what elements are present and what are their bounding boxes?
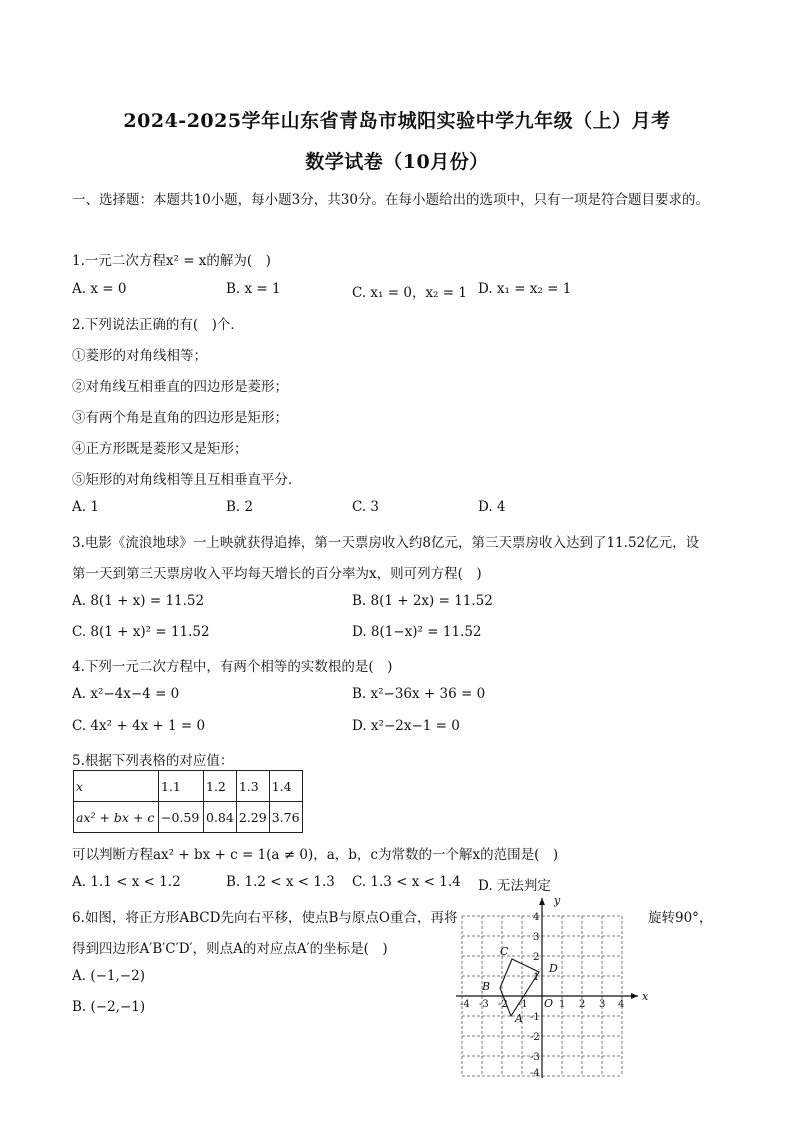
q2-stem: 2.下列说法正确的有( )个． (72, 317, 244, 333)
origin-label: O (544, 997, 554, 1010)
q2-statement-5: ⑤矩形的对角线相等且互相垂直平分． (72, 472, 302, 488)
x-tick-label: -4 (460, 999, 470, 1010)
q1-stem: 1.一元二次方程x² = x的解为( ) (72, 253, 271, 269)
x-tick-label: 4 (618, 999, 625, 1010)
exam-title-line2: 数学试卷（10月份） (305, 151, 489, 173)
q4-stem: 4.下列一元二次方程中，有两个相等的实数根的是( ) (72, 659, 393, 675)
point-c-label: C (500, 945, 509, 958)
table-cell: 1.1 (159, 771, 204, 802)
q2-statement-2: ②对角线互相垂直的四边形是菱形； (72, 379, 288, 395)
q2-option-a: A. 1 (72, 499, 99, 515)
q2-option-d: D. 4 (478, 499, 506, 515)
q5-option-b: B. 1.2 < x < 1.3 (226, 874, 335, 890)
table-cell: 0.84 (204, 802, 237, 833)
q3-stem-line2: 第一天到第三天票房收入平均每天增长的百分率为x，则可列方程( ) (72, 566, 482, 582)
q5-option-a: A. 1.1 < x < 1.2 (72, 874, 181, 890)
x-axis-label: x (642, 990, 649, 1003)
y-tick-label: -3 (530, 1052, 540, 1063)
coordinate-figure (452, 892, 652, 1078)
table-cell: 2.29 (236, 802, 269, 833)
y-tick-label: -4 (530, 1068, 540, 1078)
table-cell: 3.76 (269, 802, 302, 833)
table-cell: 1.3 (236, 771, 269, 802)
q6-option-a: A. (−1,−2) (72, 968, 145, 984)
q3-option-a: A. 8(1 + x) = 11.52 (72, 593, 205, 609)
q4-option-b: B. x²−36x + 36 = 0 (352, 686, 486, 702)
y-axis-arrow-icon (539, 898, 545, 905)
q2-option-b: B. 2 (226, 499, 254, 515)
q3-option-c: C. 8(1 + x)² = 11.52 (72, 624, 210, 640)
y-tick-label: 1 (533, 972, 540, 983)
x-tick-label: -2 (498, 999, 508, 1010)
q5-question: 可以判断方程ax² + bx + c = 1(a ≠ 0)，a，b，c为常数的一个解x的范围是( ) (72, 847, 559, 863)
point-d-label: D (549, 962, 558, 975)
table-cell: 1.4 (269, 771, 302, 802)
table-row (74, 802, 303, 833)
table-row (74, 771, 303, 802)
table-cell: x (74, 771, 159, 802)
q1-option-c: C. x₁ = 0，x₂ = 1 (352, 285, 467, 301)
q3-option-b: B. 8(1 + 2x) = 11.52 (352, 593, 493, 609)
section-header: 一、选择题：本题共10小题，每小题3分，共30分。在每小题给出的选项中，只有一项是符合题目要求的。 (72, 192, 709, 208)
y-tick-label: 2 (533, 952, 540, 963)
q2-statement-3: ③有两个角是直角的四边形是矩形； (72, 410, 288, 426)
table-cell: 1.2 (204, 771, 237, 802)
q5-option-c: C. 1.3 < x < 1.4 (352, 874, 461, 890)
x-tick-label: 3 (599, 999, 606, 1010)
q1-option-d: D. x₁ = x₂ = 1 (478, 281, 572, 297)
q4-option-d: D. x²−2x−1 = 0 (352, 718, 460, 734)
q6-stem-line2: 得到四边形A′B′C′D′，则点A的对应点A′的坐标是( ) (72, 941, 388, 957)
x-tick-label: 1 (559, 999, 566, 1010)
q5-stem: 5.根据下列表格的对应值： (72, 753, 234, 769)
q2-statement-4: ④正方形既是菱形又是矩形； (72, 441, 248, 457)
x-tick-label: -3 (479, 999, 489, 1010)
y-tick-label: 4 (533, 912, 540, 923)
q4-option-a: A. x²−4x−4 = 0 (72, 686, 180, 702)
x-tick-label: 2 (579, 999, 586, 1010)
q6-option-b: B. (−2,−1) (72, 999, 146, 1015)
y-axis-label: y (554, 894, 561, 907)
q6-stem-line1-left: 6.如图，将正方形ABCD先向右平移，使点B与原点O重合，再将 (72, 910, 458, 926)
point-b-label: B (482, 980, 491, 993)
q3-option-d: D. 8(1−x)² = 11.52 (352, 624, 482, 640)
x-axis-arrow-icon (631, 993, 638, 999)
table-cell: −0.59 (159, 802, 204, 833)
q6-stem-line1-right: 旋转90°， (648, 910, 713, 926)
exam-title-line1: 2024-2025学年山东省青岛市城阳实验中学九年级（上）月考 (123, 110, 671, 132)
q4-option-c: C. 4x² + 4x + 1 = 0 (72, 718, 206, 734)
y-tick-label: -2 (530, 1032, 540, 1043)
x-tick-label: -1 (518, 999, 528, 1010)
q3-stem-line1: 3.电影《流浪地球》一上映就获得追捧，第一天票房收入约8亿元，第三天票房收入达到了11.52亿元，设 (72, 535, 700, 551)
point-a-label: A (515, 1012, 523, 1025)
q1-option-b: B. x = 1 (226, 281, 281, 297)
q5-option-d: D. 无法判定 (478, 878, 551, 894)
q5-value-table (73, 770, 303, 833)
q2-statement-1: ①菱形的对角线相等； (72, 348, 207, 364)
y-tick-label: 3 (533, 932, 540, 943)
table-cell: ax² + bx + c (74, 802, 159, 833)
y-tick-label: -1 (530, 1012, 540, 1023)
q1-option-a: A. x = 0 (72, 281, 127, 297)
q2-option-c: C. 3 (352, 499, 380, 515)
